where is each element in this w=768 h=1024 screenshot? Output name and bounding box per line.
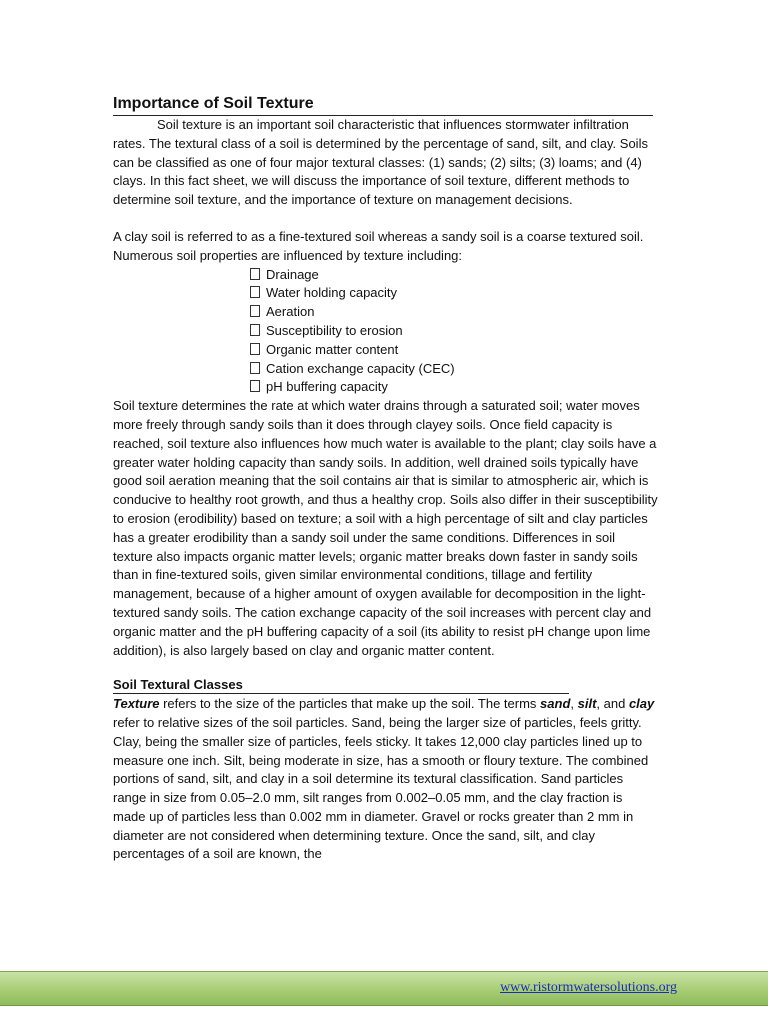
texture-paragraph: A clay soil is referred to as a fine-textured soil whereas a sandy soil is a coarse textured soil. Numerous soil properties are influenced by texture including: xyxy=(113,228,644,263)
term-texture: Texture xyxy=(113,696,160,712)
term-silt: silt xyxy=(577,696,597,712)
classes-paragraph: Texture refers to the size of the particles that make up the soil. The terms sand, silt, and clay refer to relative sizes of the soil particles. Sand, being the larger size of particles, feels gritty. Clay, being the smaller size of particles, feels sticky. It takes 12,000 clay particles lined up to measure one inch. Silt, being moderate in size, has a smooth or floury texture. The combined portions of sand, silt, and clay in a soil determine its textural classification. Sand particles range in size from 0.05–2.0 mm, silt ranges from 0.002–0.05 mm, and the clay fraction is made up of particles less than 0.002 mm in diameter. Gravel or rocks greater than 2 mm in diameter are not considered when determining texture. Once the sand, silt, and clay percentages of a soil are known, the xyxy=(113,696,655,862)
intro-paragraph: Soil texture is an important soil characteristic that influences stormwater infiltration rates. The textural class of a soil is determined by the percentage of sand, silt, and clay. Soils can be classified as one of four major textural classes: (1) sands; (2) silts; (3) loams; and (4) clays. In this fact sheet, we will discuss the importance of soil texture, different methods to determine soil texture, and the importance of texture on management decisions. xyxy=(113,117,648,208)
bullet-box-icon xyxy=(250,343,260,355)
subsection-heading: Soil Textural Classes xyxy=(113,676,569,694)
bullet-box-icon xyxy=(250,362,260,374)
footer-bar xyxy=(0,971,768,1006)
list-item: Aeration xyxy=(250,303,658,322)
list-item: Water holding capacity xyxy=(250,284,658,303)
paragraph-gap xyxy=(113,660,658,676)
list-item: Drainage xyxy=(250,266,658,285)
properties-paragraph: Soil texture determines the rate at which water drains through a saturated soil; water moves more freely through sandy soils than it does through clayey soils. Once field capacity is reached, soil texture also influences how much water is available to the plant; clay soils have a greater water holding capacity than sandy soils. In addition, well drained soils typically have good soil aeration meaning that the soil contains air that is similar to atmospheric air, which is conducive to healthy root growth, and thus a healthy crop. Soils also differ in their susceptibility to erosion (erodibility) based on texture; a soil with a high percentage of silt and clay particles has a greater erodibility than a sandy soil under the same conditions. Differences in soil texture also impacts organic matter levels; organic matter breaks down faster in sandy soils than in fine-textured soils, given similar environmental conditions, tillage and fertility management, because of a higher amount of oxygen available for decomposition in the light-textured sandy soils. The cation exchange capacity of the soil increases with percent clay and organic matter and the pH buffering capacity of a soil (its ability to resist pH change upon lime addition), is also largely based on clay and organic matter content. xyxy=(113,398,658,658)
bullet-box-icon xyxy=(250,305,260,317)
list-item: Susceptibility to erosion xyxy=(250,322,658,341)
paragraph-gap xyxy=(113,210,658,228)
property-list xyxy=(113,266,658,398)
bullet-box-icon xyxy=(250,380,260,392)
website-link[interactable]: www.ristormwatersolutions.org xyxy=(500,980,677,995)
document-body xyxy=(113,94,658,864)
term-clay: clay xyxy=(628,696,655,712)
section-heading: Importance of Soil Texture xyxy=(113,94,653,116)
bullet-box-icon xyxy=(250,324,260,336)
list-item: Cation exchange capacity (CEC) xyxy=(250,360,658,379)
bullet-box-icon xyxy=(250,268,260,280)
term-sand: sand xyxy=(540,696,571,712)
list-item: Organic matter content xyxy=(250,341,658,360)
list-item: pH buffering capacity xyxy=(250,378,658,397)
bullet-box-icon xyxy=(250,286,260,298)
